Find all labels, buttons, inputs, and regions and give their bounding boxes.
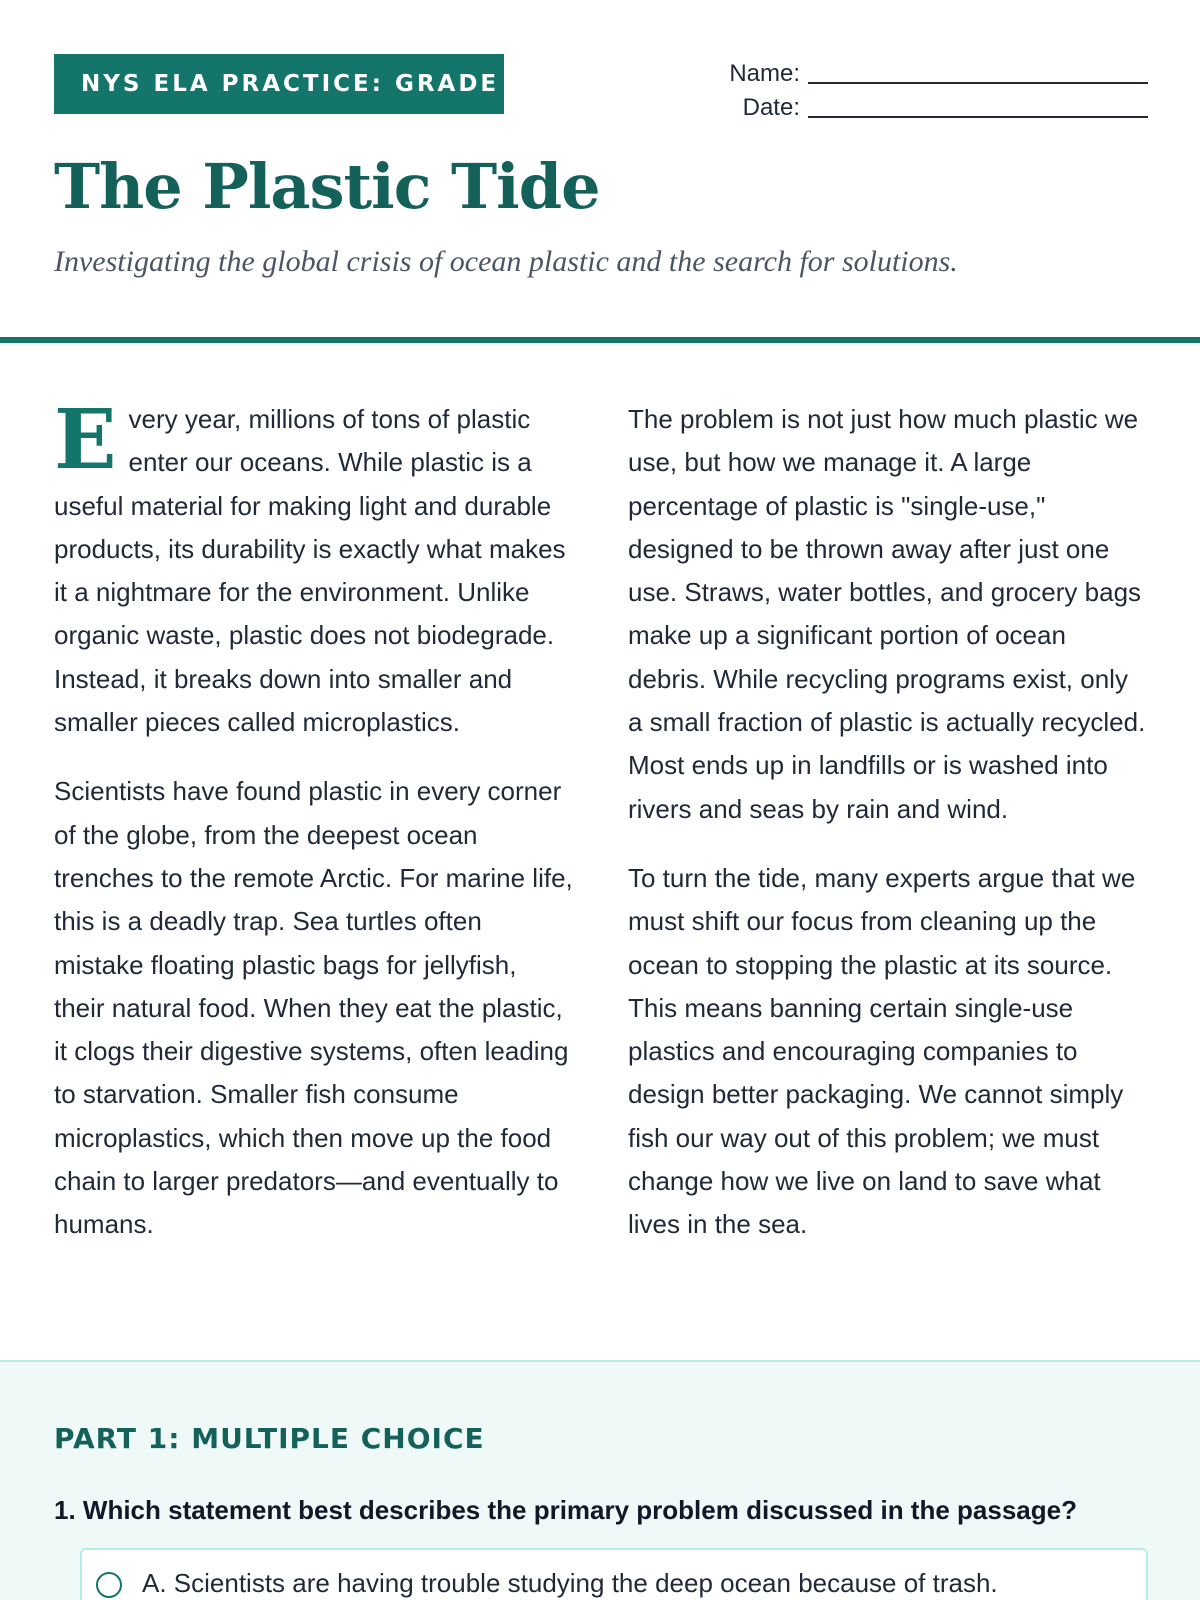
- answer-option-label: A. Scientists are having trouble studying the deep ocean because of trash.: [142, 1568, 998, 1598]
- header-divider: [0, 337, 1200, 343]
- name-row: [708, 54, 1148, 88]
- student-info: [708, 54, 1148, 122]
- date-label: Date:: [742, 94, 800, 121]
- worksheet-header: [0, 0, 1200, 346]
- question-1-prompt: 1. Which statement best describes the primary problem discussed in the passage?: [54, 1495, 1077, 1525]
- grade-badge: NYS ELA PRACTICE: GRADE 6: [54, 54, 504, 114]
- date-row: [708, 88, 1148, 122]
- passage-paragraph-1: [54, 392, 574, 744]
- passage-column-right: [628, 398, 1148, 1273]
- answer-option-a[interactable]: [80, 1548, 1148, 1600]
- name-field[interactable]: [808, 60, 1148, 84]
- reading-passage: [54, 392, 1148, 1273]
- radio-button-icon[interactable]: [96, 1572, 122, 1598]
- passage-paragraph-4: To turn the tide, many experts argue that we must shift our focus from cleaning up the ocean to stopping the plastic at its source. This means banning certain single-use plastics and encouraging companies to design better packaging. We cannot simply fish our way out of this problem; we must change how we live on land to save what lives in the sea.: [628, 862, 1136, 1240]
- drop-cap: E: [54, 392, 117, 488]
- passage-paragraph-2: Scientists have found plastic in every corner of the globe, from the deepest ocean trenches to the remote Arctic. For marine life, this is a deadly trap. Sea turtles often mistake floating plastic bags for jellyfish, their natural food. When they eat the plastic, it clogs their digestive systems, often leading to starvation. Smaller fish consume microplastics, which then move up the food chain to larger predators—and eventually to humans.: [54, 776, 573, 1240]
- name-label: Name:: [729, 60, 800, 87]
- part-1-heading: PART 1: MULTIPLE CHOICE: [54, 1422, 485, 1455]
- passage-paragraph-3: The problem is not just how much plastic we use, but how we manage it. A large percentage of plastic is "single-use," designed to be thrown away after just one use. Straws, water bottles, and grocery bags make up a significant portion of ocean debris. While recycling programs exist, only a small fraction of plastic is actually recycled. Most ends up in landfills or is washed into rivers and seas by rain and wind.: [628, 404, 1146, 824]
- passage-column-left: [54, 392, 574, 1273]
- page-subtitle: Investigating the global crisis of ocean plastic and the search for solutions.: [54, 245, 958, 278]
- questions-section: [0, 1360, 1200, 1600]
- paragraph-1-text: very year, millions of tons of plastic enter our oceans. While plastic is a useful material for making light and durable products, its durability is exactly what makes it a nightmare for the environment. Unlike organic waste, plastic does not biodegrade. Instead, it breaks down into smaller and smaller pieces called microplastics.: [54, 404, 566, 738]
- date-field[interactable]: [808, 94, 1148, 118]
- page-title: The Plastic Tide: [54, 150, 600, 223]
